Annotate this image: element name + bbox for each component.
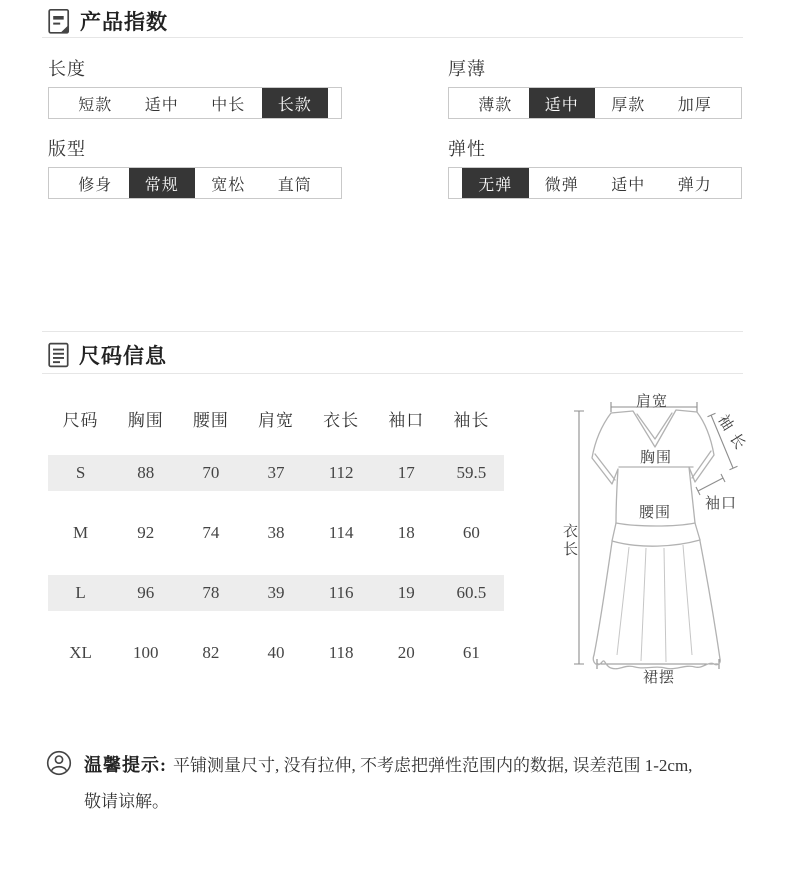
attr-label: 长度 bbox=[48, 59, 86, 79]
attr-option: 短款 bbox=[78, 96, 113, 114]
cell: 82 bbox=[202, 643, 220, 662]
attr-option: 微弹 bbox=[544, 176, 579, 194]
attr-option: 加厚 bbox=[677, 96, 712, 114]
cell: 40 bbox=[267, 643, 285, 662]
diagram-label-waist: 腰围 bbox=[638, 505, 671, 521]
attr-label: 厚薄 bbox=[448, 59, 486, 79]
attr-option-selected: 长款 bbox=[262, 88, 329, 118]
cell: 38 bbox=[267, 523, 285, 542]
document-icon bbox=[48, 8, 70, 35]
table-row-xl bbox=[48, 623, 504, 683]
diagram-label-bust: 胸围 bbox=[639, 450, 672, 466]
section-title-product-index: 产品指数 bbox=[80, 10, 168, 34]
cell: 70 bbox=[202, 463, 220, 482]
cell: 116 bbox=[328, 583, 354, 602]
cell: 114 bbox=[328, 523, 354, 542]
attr-option-selected: 常规 bbox=[129, 168, 196, 198]
table-row-s bbox=[48, 443, 504, 503]
attr-options-box bbox=[48, 167, 342, 199]
cell: 59.5 bbox=[456, 463, 487, 482]
cell: 92 bbox=[137, 523, 155, 542]
attr-option-selected: 适中 bbox=[529, 88, 596, 118]
divider bbox=[42, 373, 743, 374]
attr-options-box bbox=[48, 87, 342, 119]
cell: XL bbox=[69, 643, 92, 662]
attr-option: 适中 bbox=[144, 96, 179, 114]
attr-group-elasticity bbox=[448, 136, 742, 199]
col-header: 尺码 bbox=[62, 410, 99, 430]
size-info-header bbox=[48, 340, 167, 370]
divider bbox=[42, 37, 743, 38]
col-header: 肩宽 bbox=[257, 410, 294, 430]
attr-option: 中长 bbox=[211, 96, 246, 114]
person-icon bbox=[46, 750, 72, 776]
cell: 19 bbox=[397, 583, 415, 602]
note-prefix: 温馨提示: bbox=[84, 755, 167, 775]
attr-option: 宽松 bbox=[211, 176, 246, 194]
attr-group-thickness bbox=[448, 56, 742, 119]
cell: 78 bbox=[202, 583, 220, 602]
cell: 118 bbox=[328, 643, 354, 662]
col-header: 腰围 bbox=[192, 410, 229, 430]
cell: 96 bbox=[137, 583, 155, 602]
table-row-m bbox=[48, 503, 504, 563]
attr-label: 弹性 bbox=[448, 139, 486, 159]
attr-option: 厚款 bbox=[611, 96, 646, 114]
col-header: 胸围 bbox=[127, 410, 164, 430]
cell: 60 bbox=[462, 523, 480, 542]
cell: 17 bbox=[397, 463, 415, 482]
cell: 100 bbox=[132, 643, 159, 662]
col-header: 衣长 bbox=[323, 410, 360, 430]
attr-option-selected: 无弹 bbox=[462, 168, 529, 198]
cell: 112 bbox=[328, 463, 354, 482]
size-table bbox=[48, 393, 504, 683]
note-line-1 bbox=[84, 747, 692, 784]
attr-option: 直筒 bbox=[277, 176, 312, 194]
attr-options-box bbox=[448, 167, 742, 199]
table-row-l bbox=[48, 563, 504, 623]
section-title-size-info: 尺码信息 bbox=[79, 344, 167, 368]
cell: 39 bbox=[267, 583, 285, 602]
attr-option: 薄款 bbox=[478, 96, 513, 114]
cell: 74 bbox=[202, 523, 220, 542]
attr-group-length bbox=[48, 56, 342, 119]
diagram-label-hem: 裙摆 bbox=[642, 670, 675, 686]
attr-group-fit bbox=[48, 136, 342, 199]
cell: 60.5 bbox=[456, 583, 487, 602]
col-header: 袖长 bbox=[453, 410, 490, 430]
list-icon bbox=[48, 342, 69, 368]
cell: L bbox=[75, 583, 86, 602]
diagram-label-garment-length: 衣长 bbox=[561, 523, 577, 559]
cell: 88 bbox=[137, 463, 155, 482]
cell: S bbox=[75, 463, 86, 482]
measurement-note bbox=[84, 747, 692, 820]
note-line-2: 敬请谅解。 bbox=[84, 792, 169, 811]
note-body: 平铺测量尺寸, 没有拉伸, 不考虑把弹性范围内的数据, 误差范围 1-2cm, bbox=[173, 756, 693, 775]
size-table-header-row bbox=[48, 393, 504, 443]
attr-option: 修身 bbox=[78, 176, 113, 194]
divider bbox=[42, 331, 743, 332]
diagram-label-cuff: 袖口 bbox=[704, 496, 737, 512]
cell: 18 bbox=[397, 523, 415, 542]
product-index-header bbox=[48, 6, 168, 36]
cell: 37 bbox=[267, 463, 285, 482]
diagram-label-sleeve-length: 袖长 bbox=[714, 412, 752, 459]
attr-option: 适中 bbox=[611, 176, 646, 194]
diagram-label-shoulder-width: 肩宽 bbox=[635, 394, 668, 410]
attr-options-box bbox=[448, 87, 742, 119]
attr-option: 弹力 bbox=[677, 176, 712, 194]
cell: 20 bbox=[397, 643, 415, 662]
cell: 61 bbox=[462, 643, 480, 662]
col-header: 袖口 bbox=[388, 410, 425, 430]
cell: M bbox=[73, 523, 89, 542]
attr-label: 版型 bbox=[48, 139, 86, 159]
dress-measurement-diagram bbox=[545, 383, 790, 685]
